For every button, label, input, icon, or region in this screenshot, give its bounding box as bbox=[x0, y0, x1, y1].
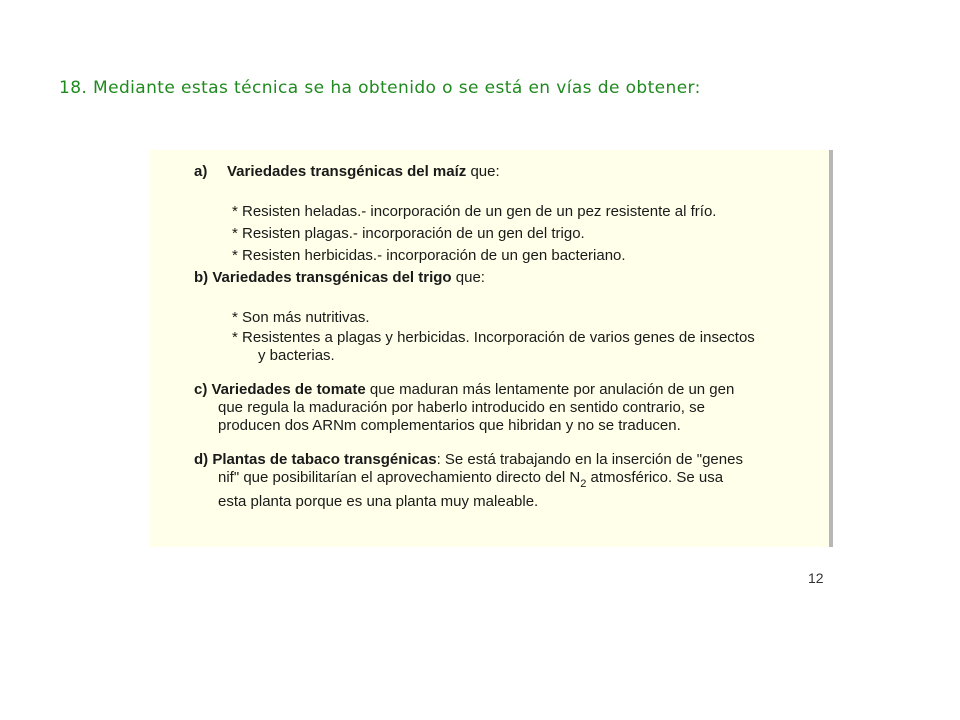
slide-title: 18. Mediante estas técnica se ha obtenido o se está en vías de obtener: bbox=[59, 78, 701, 98]
section-d-line-2-text: nif" que posibilitarían el aprovechamiento directo del N bbox=[218, 469, 581, 486]
section-d-line-3: esta planta porque es una planta muy maleable. bbox=[218, 493, 539, 510]
section-a-marker: a) bbox=[194, 163, 208, 180]
section-d bbox=[194, 451, 824, 511]
section-a-title: Variedades transgénicas del maíz bbox=[227, 163, 467, 180]
section-a-heading bbox=[194, 163, 824, 181]
section-a-bullet-2: * Resisten plagas.- incorporación de un gen del trigo. bbox=[232, 225, 585, 242]
content-panel bbox=[150, 150, 833, 547]
panel-content bbox=[194, 163, 824, 511]
section-a-suffix: que: bbox=[466, 163, 500, 180]
section-b-bullets bbox=[194, 309, 824, 365]
section-d-line-2 bbox=[194, 469, 824, 493]
section-c-title: c) Variedades de tomate bbox=[194, 381, 366, 398]
page-number: 12 bbox=[808, 570, 824, 586]
section-a-bullet-3: * Resisten herbicidas.- incorporación de un gen bacteriano. bbox=[232, 247, 626, 264]
section-b-bullet-2-line-2: y bacterias. bbox=[258, 347, 335, 364]
section-c-line-3: producen dos ARNm complementarios que hibridan y no se traducen. bbox=[218, 417, 681, 434]
section-b-title: b) Variedades transgénicas del trigo bbox=[194, 269, 452, 286]
section-b-heading bbox=[194, 269, 824, 287]
section-c bbox=[194, 381, 824, 435]
section-a-bullets bbox=[194, 203, 824, 265]
section-b-bullet-1: * Son más nutritivas. bbox=[232, 309, 370, 326]
section-d-title: d) Plantas de tabaco transgénicas bbox=[194, 451, 437, 468]
section-d-line-2-end: atmosférico. Se usa bbox=[586, 469, 724, 486]
section-b-suffix: que: bbox=[451, 269, 485, 286]
section-c-line-1: que maduran más lentamente por anulación de un gen bbox=[365, 381, 735, 398]
nitrogen-subscript: 2 bbox=[580, 478, 587, 490]
section-a-bullet-1: * Resisten heladas.- incorporación de un gen de un pez resistente al frío. bbox=[232, 203, 717, 220]
section-d-line-1: : Se está trabajando en la inserción de "genes bbox=[436, 451, 743, 468]
section-b-bullet-2-line-1: * Resistentes a plagas y herbicidas. Incorporación de varios genes de insectos bbox=[232, 329, 755, 346]
section-c-line-2: que regula la maduración por haberlo introducido en sentido contrario, se bbox=[218, 399, 705, 416]
